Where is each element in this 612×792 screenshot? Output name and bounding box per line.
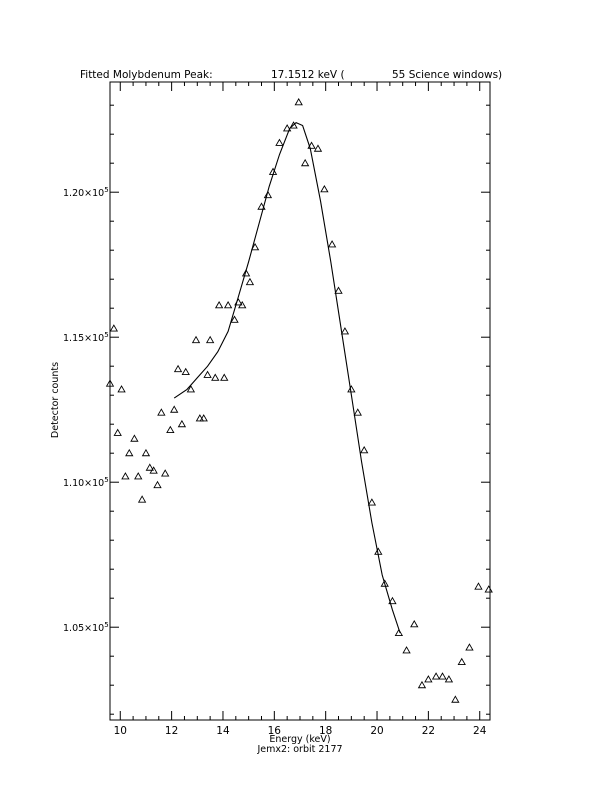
data-point bbox=[212, 374, 219, 380]
data-point bbox=[315, 145, 322, 151]
chart-title-prefix: Fitted Molybdenum Peak: bbox=[80, 69, 213, 81]
data-point bbox=[225, 302, 232, 308]
y-tick-label: $1.15\times 10^5$ bbox=[63, 331, 109, 345]
x-tick-label: 14 bbox=[216, 725, 230, 737]
x-tick-label: 10 bbox=[113, 725, 127, 737]
data-point bbox=[446, 676, 453, 682]
data-point bbox=[335, 287, 342, 293]
data-point bbox=[354, 409, 361, 415]
y-tick-label: $1.20\times 10^5$ bbox=[63, 186, 109, 200]
data-point bbox=[475, 583, 482, 589]
data-point bbox=[342, 328, 349, 334]
x-tick-label: 20 bbox=[370, 725, 384, 737]
data-point bbox=[403, 647, 410, 653]
data-point bbox=[452, 696, 459, 702]
data-point bbox=[221, 374, 228, 380]
y-axis-label: Detector counts bbox=[50, 361, 61, 439]
x-tick-label: 12 bbox=[164, 725, 179, 737]
plot-frame bbox=[110, 82, 490, 720]
data-point bbox=[122, 473, 129, 479]
data-point bbox=[216, 302, 223, 308]
data-point bbox=[207, 337, 214, 343]
x-tick-label: 22 bbox=[421, 725, 436, 737]
data-point bbox=[158, 409, 165, 415]
data-point bbox=[276, 140, 283, 146]
data-point bbox=[458, 659, 465, 665]
data-point bbox=[193, 337, 200, 343]
data-point bbox=[114, 430, 121, 436]
data-point bbox=[485, 586, 492, 592]
x-tick-label: 18 bbox=[318, 725, 333, 737]
data-point bbox=[135, 473, 142, 479]
data-point bbox=[466, 644, 473, 650]
data-point bbox=[411, 621, 418, 627]
data-point bbox=[182, 369, 189, 375]
data-point bbox=[361, 447, 368, 453]
y-tick-label: $1.10\times 10^5$ bbox=[63, 476, 109, 490]
data-point bbox=[154, 482, 161, 488]
data-point bbox=[171, 406, 178, 412]
x-axis-label: Energy (keV) bbox=[269, 734, 331, 745]
data-point bbox=[247, 279, 254, 285]
data-point bbox=[167, 427, 174, 433]
data-point bbox=[204, 372, 211, 378]
data-point bbox=[368, 499, 375, 505]
data-point bbox=[348, 386, 355, 392]
data-point bbox=[118, 386, 125, 392]
data-point bbox=[139, 496, 146, 502]
data-point bbox=[329, 241, 336, 247]
data-point bbox=[439, 673, 446, 679]
data-point bbox=[178, 421, 185, 427]
data-point bbox=[143, 450, 150, 456]
data-point bbox=[295, 99, 302, 105]
data-point bbox=[175, 366, 182, 372]
data-point bbox=[131, 435, 138, 441]
data-point bbox=[302, 160, 309, 166]
y-tick-label: $1.05\times 10^5$ bbox=[63, 621, 109, 635]
x-tick-label: 16 bbox=[267, 725, 282, 737]
data-point bbox=[419, 682, 426, 688]
data-point bbox=[321, 186, 328, 192]
footer-label: Jemx2: orbit 2177 bbox=[257, 744, 343, 755]
data-point bbox=[425, 676, 432, 682]
chart-title-energy: 17.1512 keV ( bbox=[271, 69, 345, 81]
chart-title-windows: 55 Science windows) bbox=[392, 69, 503, 81]
data-point bbox=[433, 673, 440, 679]
data-point bbox=[162, 470, 169, 476]
data-point bbox=[110, 325, 117, 331]
x-tick-label: 24 bbox=[473, 725, 487, 737]
data-point bbox=[126, 450, 133, 456]
